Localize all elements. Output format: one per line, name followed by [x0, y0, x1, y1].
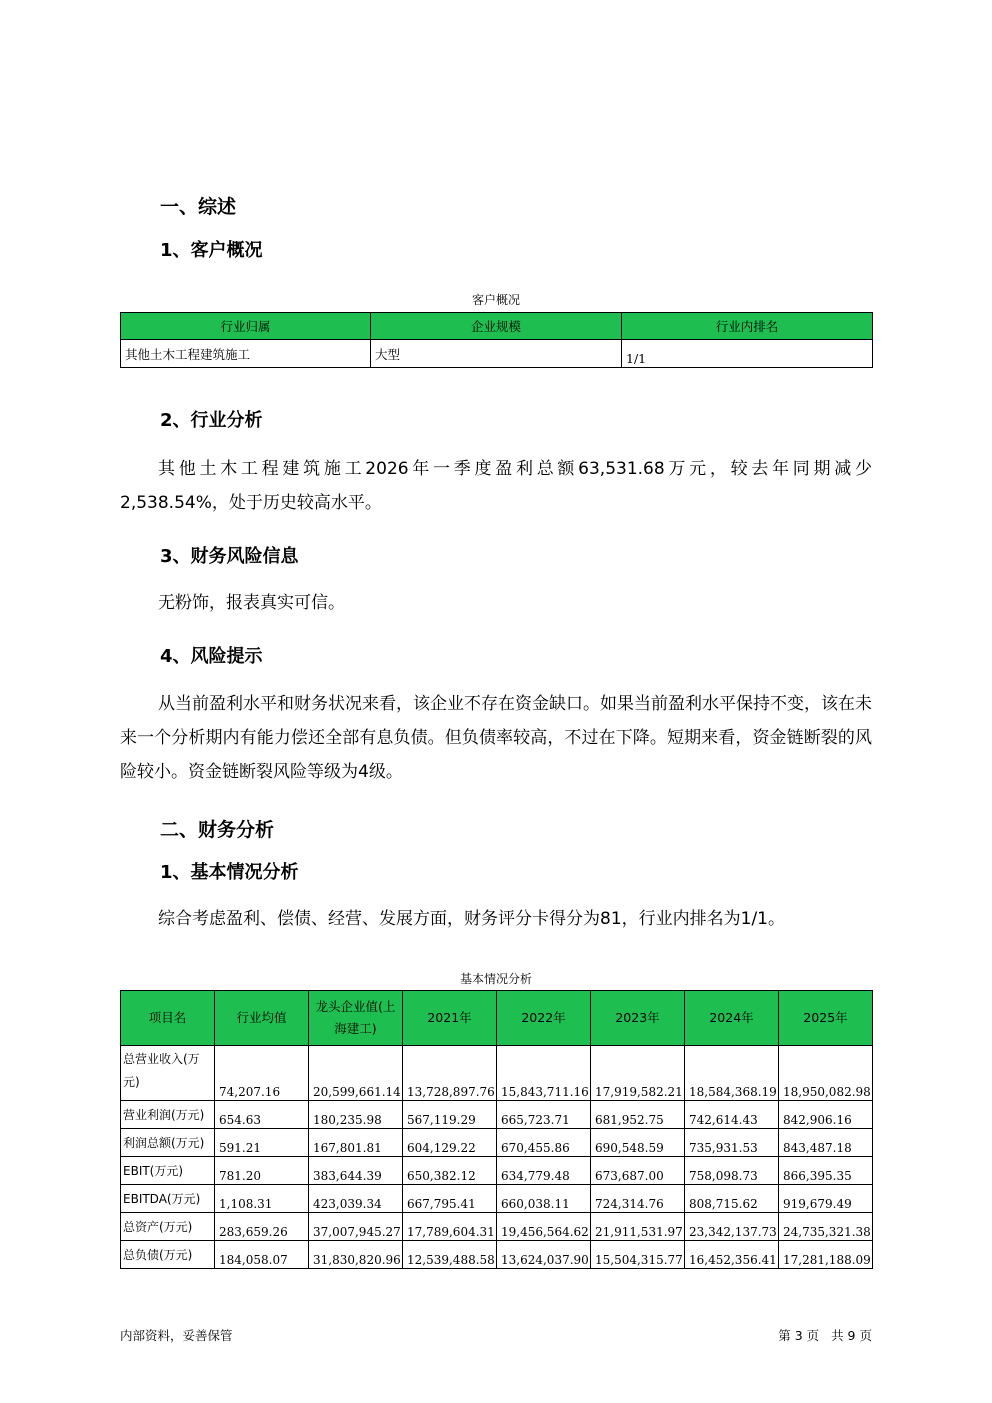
value-cell: 18,950,082.98 [779, 1046, 873, 1101]
industry-cell: 其他土木工程建筑施工 [121, 340, 371, 368]
header-cell: 2021年 [403, 991, 497, 1046]
value-cell: 591.21 [215, 1129, 309, 1157]
header-cell: 2025年 [779, 991, 873, 1046]
footer-page-number: 第 3 页 共 9 页 [778, 1328, 872, 1343]
value-cell: 758,098.73 [685, 1157, 779, 1185]
subsection-title-financial-risk: 3、财务风险信息 [160, 546, 299, 567]
value-cell: 654.63 [215, 1101, 309, 1129]
row-label: 总营业收入(万元) [121, 1046, 215, 1101]
value-cell: 16,452,356.41 [685, 1241, 779, 1269]
value-cell: 660,038.11 [497, 1185, 591, 1213]
table-row [121, 340, 873, 368]
risk-tip-text: 从当前盈利水平和财务状况来看，该企业不存在资金缺口。如果当前盈利水平保持不变，该在未来一个分析期内有能力偿还全部有息负债。但负债率较高，不过在下降。短期来看，资金链断裂的风险较小。资金链断裂风险等级为4级。 [120, 694, 872, 782]
value-cell: 17,919,582.21 [591, 1046, 685, 1101]
value-cell: 670,455.86 [497, 1129, 591, 1157]
table-row [121, 1241, 873, 1269]
value-cell: 18,584,368.19 [685, 1046, 779, 1101]
value-cell: 423,039.34 [309, 1185, 403, 1213]
value-cell: 180,235.98 [309, 1101, 403, 1129]
value-cell: 167,801.81 [309, 1129, 403, 1157]
value-cell: 667,795.41 [403, 1185, 497, 1213]
row-label: 利润总额(万元) [121, 1129, 215, 1157]
value-cell: 842,906.16 [779, 1101, 873, 1129]
header-cell: 行业均值 [215, 991, 309, 1046]
table-row [121, 1157, 873, 1185]
value-cell: 15,843,711.16 [497, 1046, 591, 1101]
value-cell: 604,129.22 [403, 1129, 497, 1157]
table-row [121, 1213, 873, 1241]
table-row [121, 1185, 873, 1213]
table-row [121, 1129, 873, 1157]
header-cell: 行业内排名 [622, 313, 873, 340]
industry-analysis-text: 其他土木工程建筑施工2026年一季度盈利总额63,531.68万元，较去年同期减少2,538.54%，处于历史较高水平。 [120, 459, 872, 513]
basic-analysis-summary: 综合考虑盈利、偿债、经营、发展方面，财务评分卡得分为81，行业内排名为1/1。 [158, 909, 785, 929]
header-cell: 项目名 [121, 991, 215, 1046]
value-cell: 673,687.00 [591, 1157, 685, 1185]
header-cell: 2022年 [497, 991, 591, 1046]
value-cell: 665,723.71 [497, 1101, 591, 1129]
row-label: 营业利润(万元) [121, 1101, 215, 1129]
subsection-title-basic-analysis: 1、基本情况分析 [160, 862, 299, 883]
row-label: EBIT(万元) [121, 1157, 215, 1185]
value-cell: 681,952.75 [591, 1101, 685, 1129]
footer-confidential-note: 内部资料，妥善保管 [120, 1328, 233, 1343]
value-cell: 20,599,661.14 [309, 1046, 403, 1101]
row-label: EBITDA(万元) [121, 1185, 215, 1213]
value-cell: 17,281,188.09 [779, 1241, 873, 1269]
header-cell: 2023年 [591, 991, 685, 1046]
value-cell: 15,504,315.77 [591, 1241, 685, 1269]
table-caption-basic-analysis: 基本情况分析 [459, 972, 532, 986]
value-cell: 742,614.43 [685, 1101, 779, 1129]
value-cell: 808,715.62 [685, 1185, 779, 1213]
subsection-title-risk-tip: 4、风险提示 [160, 646, 263, 667]
value-cell: 19,456,564.62 [497, 1213, 591, 1241]
value-cell: 843,487.18 [779, 1129, 873, 1157]
header-cell: 2024年 [685, 991, 779, 1046]
value-cell: 21,911,531.97 [591, 1213, 685, 1241]
value-cell: 37,007,945.27 [309, 1213, 403, 1241]
value-cell: 781.20 [215, 1157, 309, 1185]
table-row [121, 1046, 873, 1101]
value-cell: 13,728,897.76 [403, 1046, 497, 1101]
value-cell: 12,539,488.58 [403, 1241, 497, 1269]
section-title-overview: 一、综述 [160, 196, 237, 218]
value-cell: 690,548.59 [591, 1129, 685, 1157]
row-label: 总资产(万元) [121, 1213, 215, 1241]
rank-cell: 1/1 [622, 340, 873, 368]
basic-analysis-table [120, 990, 873, 1269]
value-cell: 866,395.35 [779, 1157, 873, 1185]
value-cell: 31,830,820.96 [309, 1241, 403, 1269]
value-cell: 919,679.49 [779, 1185, 873, 1213]
value-cell: 24,735,321.38 [779, 1213, 873, 1241]
subsection-title-industry-analysis: 2、行业分析 [160, 410, 263, 431]
value-cell: 23,342,137.73 [685, 1213, 779, 1241]
header-cell: 龙头企业值(上海建工) [309, 991, 403, 1046]
value-cell: 383,644.39 [309, 1157, 403, 1185]
value-cell: 283,659.26 [215, 1213, 309, 1241]
table-header-row [121, 991, 873, 1046]
subsection-title-client-overview: 1、客户概况 [160, 240, 263, 261]
header-cell: 行业归属 [121, 313, 371, 340]
header-cell: 企业规模 [371, 313, 622, 340]
value-cell: 634,779.48 [497, 1157, 591, 1185]
table-row [121, 1101, 873, 1129]
scale-cell: 大型 [371, 340, 622, 368]
value-cell: 17,789,604.31 [403, 1213, 497, 1241]
value-cell: 13,624,037.90 [497, 1241, 591, 1269]
value-cell: 184,058.07 [215, 1241, 309, 1269]
row-label: 总负债(万元) [121, 1241, 215, 1269]
value-cell: 74,207.16 [215, 1046, 309, 1101]
table-header-row [121, 313, 873, 340]
value-cell: 567,119.29 [403, 1101, 497, 1129]
value-cell: 650,382.12 [403, 1157, 497, 1185]
financial-risk-text: 无粉饰，报表真实可信。 [158, 593, 345, 613]
table-caption-client-overview: 客户概况 [471, 293, 520, 307]
section-title-financial-analysis: 二、财务分析 [160, 819, 275, 841]
value-cell: 735,931.53 [685, 1129, 779, 1157]
client-overview-table [120, 312, 873, 368]
value-cell: 724,314.76 [591, 1185, 685, 1213]
value-cell: 1,108.31 [215, 1185, 309, 1213]
